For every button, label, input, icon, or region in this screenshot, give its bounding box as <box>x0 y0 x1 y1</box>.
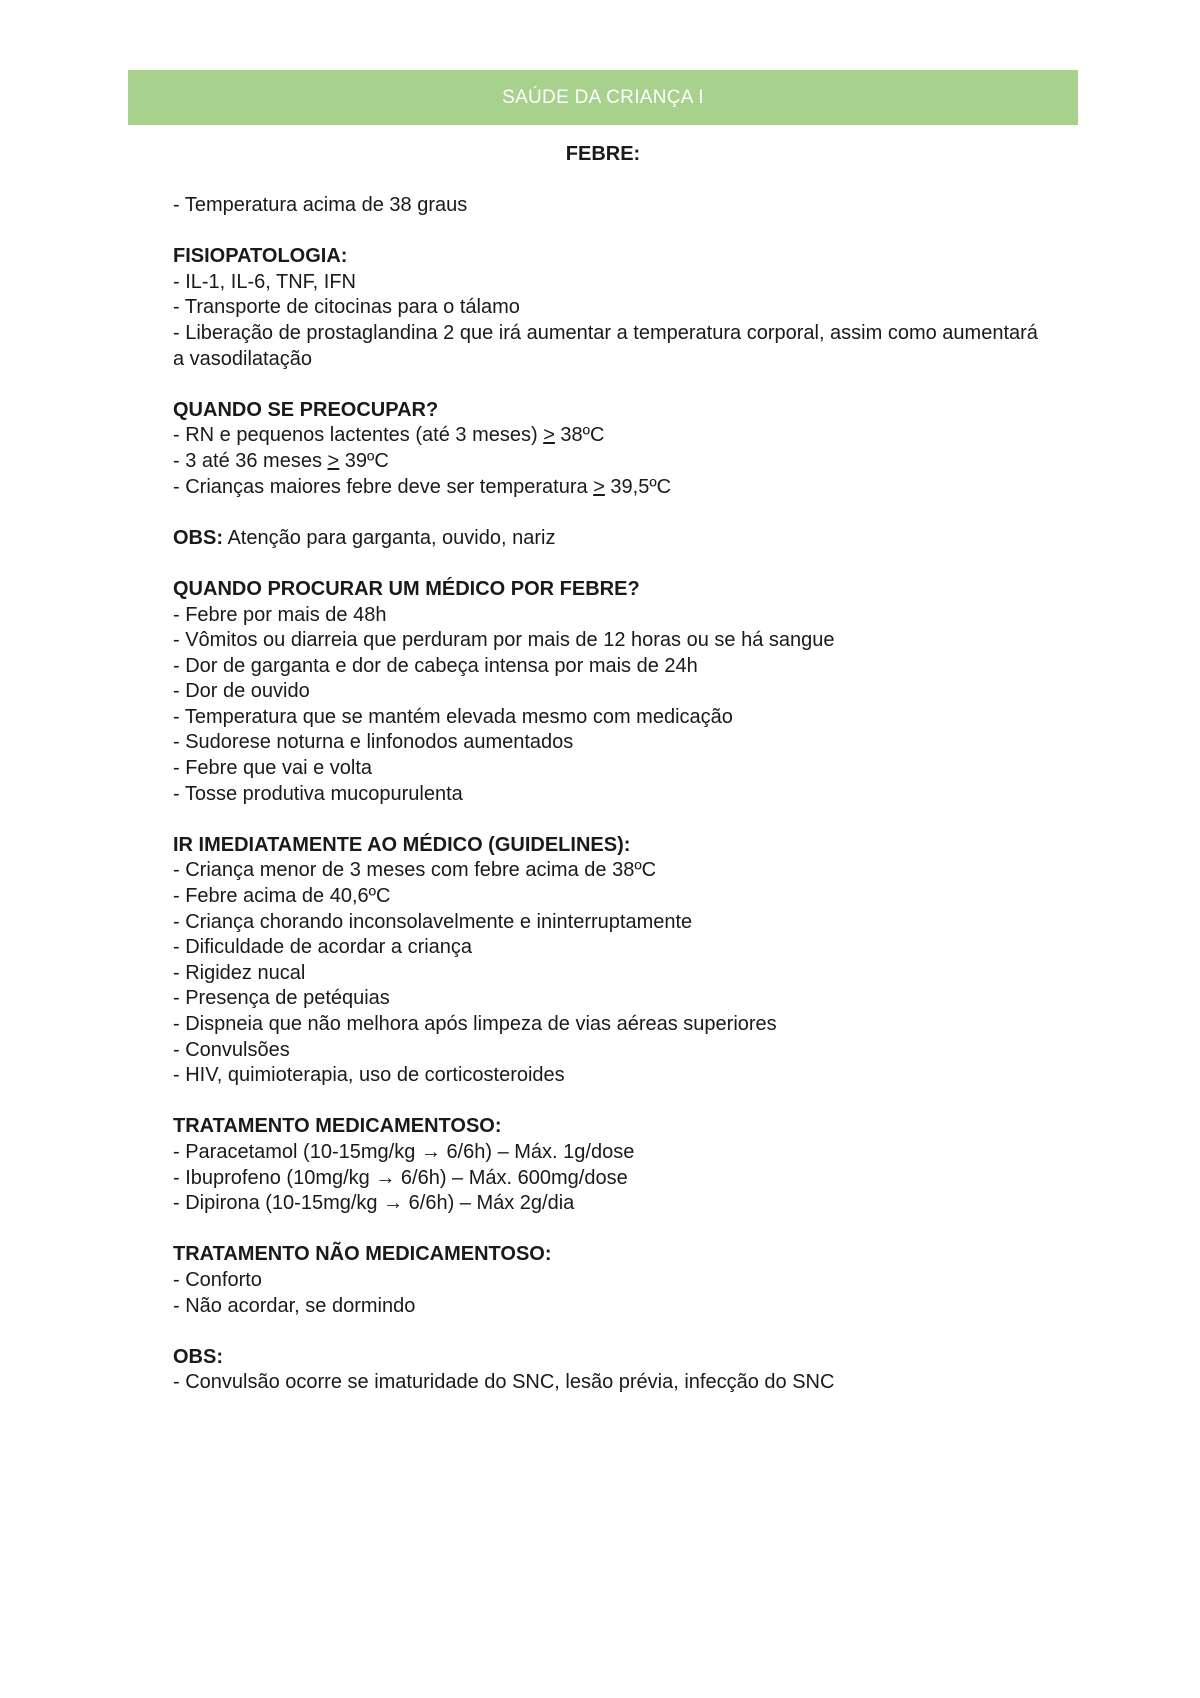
list-item: - Dor de garganta e dor de cabeça intensa por mais de 24h <box>173 654 698 677</box>
list-item: - Conforto <box>173 1268 262 1291</box>
spacer <box>173 1319 1053 1345</box>
list-item: - Dipirona (10-15mg/kg → 6/6h) – Máx 2g/dia <box>173 1192 575 1215</box>
fisiopatologia-heading: FISIOPATOLOGIA: <box>173 245 348 268</box>
list-item <box>173 475 1053 501</box>
spacer <box>173 500 1053 526</box>
spacer <box>173 1217 1053 1243</box>
medicamentoso-heading: TRATAMENTO MEDICAMENTOSO: <box>173 1115 502 1138</box>
list-item: - Não acordar, se dormindo <box>173 1294 416 1317</box>
obs-heading: OBS: <box>173 1345 223 1368</box>
document-title: FEBRE: <box>565 143 641 165</box>
nao-medicamentoso-heading: TRATAMENTO NÃO MEDICAMENTOSO: <box>173 1243 552 1266</box>
obs-text: Atenção para garganta, ouvido, nariz <box>223 526 556 549</box>
list-item: - Dispneia que não melhora após limpeza de vias aéreas superiores <box>173 1013 777 1035</box>
list-item <box>173 449 1053 475</box>
list-item: - Rigidez nucal <box>173 961 306 984</box>
list-item: - Vômitos ou diarreia que perduram por mais de 12 horas ou se há sangue <box>173 629 835 652</box>
list-item: - Convulsão ocorre se imaturidade do SNC, lesão prévia, infecção do SNC <box>173 1371 835 1394</box>
list-item: - Paracetamol (10-15mg/kg → 6/6h) – Máx. 1g/dose <box>173 1140 635 1163</box>
banner-title: SAÚDE DA CRIANÇA I <box>502 86 704 108</box>
list-item: - Febre acima de 40,6ºC <box>173 885 391 908</box>
preocupar-heading: QUANDO SE PREOCUPAR? <box>173 398 439 421</box>
obs-label: OBS: <box>173 526 223 549</box>
spacer <box>173 551 1053 577</box>
procurar-heading: QUANDO PROCURAR UM MÉDICO POR FEBRE? <box>173 577 640 600</box>
list-item <box>173 423 1053 449</box>
obs-note <box>173 526 1053 552</box>
item-value: 39ºC <box>339 449 389 472</box>
intro-line: - Temperatura acima de 38 graus <box>173 194 468 216</box>
list-item: - Temperatura que se mantém elevada mesmo com medicação <box>173 705 733 728</box>
item-value: 39,5ºC <box>604 475 672 498</box>
list-item: - Liberação de prostaglandina 2 que irá aumentar a temperatura corporal, assim como aumentará a vasodilatação <box>173 321 1038 370</box>
greater-equal-symbol: > <box>543 424 555 447</box>
list-item: - Transporte de citocinas para o tálamo <box>173 296 520 319</box>
spacer <box>173 1089 1053 1115</box>
spacer <box>173 372 1053 398</box>
item-text: - RN e pequenos lactentes (até 3 meses) <box>173 424 544 447</box>
greater-equal-symbol: > <box>593 475 605 498</box>
item-text: - 3 até 36 meses <box>173 449 328 472</box>
list-item: - Sudorese noturna e linfonodos aumentados <box>173 731 574 754</box>
list-item: - Dificuldade de acordar a criança <box>173 936 473 959</box>
list-item: - Febre por mais de 48h <box>173 603 387 626</box>
list-item: - Criança menor de 3 meses com febre acima de 38ºC <box>173 859 657 882</box>
list-item: - Presença de petéquias <box>173 987 390 1010</box>
spacer <box>173 807 1053 833</box>
item-text: - Crianças maiores febre deve ser temperatura <box>173 475 594 498</box>
list-item: - Convulsões <box>173 1038 290 1061</box>
list-item: - Tosse produtiva mucopurulenta <box>173 782 463 805</box>
header-banner <box>128 70 1078 125</box>
list-item: - IL-1, IL-6, TNF, IFN <box>173 270 356 293</box>
document-body <box>173 193 1053 1396</box>
list-item: - Febre que vai e volta <box>173 757 372 780</box>
list-item: - Ibuprofeno (10mg/kg → 6/6h) – Máx. 600mg/dose <box>173 1166 628 1189</box>
list-item: - Dor de ouvido <box>173 680 310 703</box>
imediato-heading: IR IMEDIATAMENTE AO MÉDICO (GUIDELINES): <box>173 833 631 856</box>
list-item: - HIV, quimioterapia, uso de corticosteroides <box>173 1064 565 1087</box>
list-item: - Criança chorando inconsolavelmente e ininterruptamente <box>173 910 693 933</box>
spacer <box>173 219 1053 245</box>
greater-equal-symbol: > <box>327 449 340 472</box>
item-value: 38ºC <box>554 424 605 447</box>
